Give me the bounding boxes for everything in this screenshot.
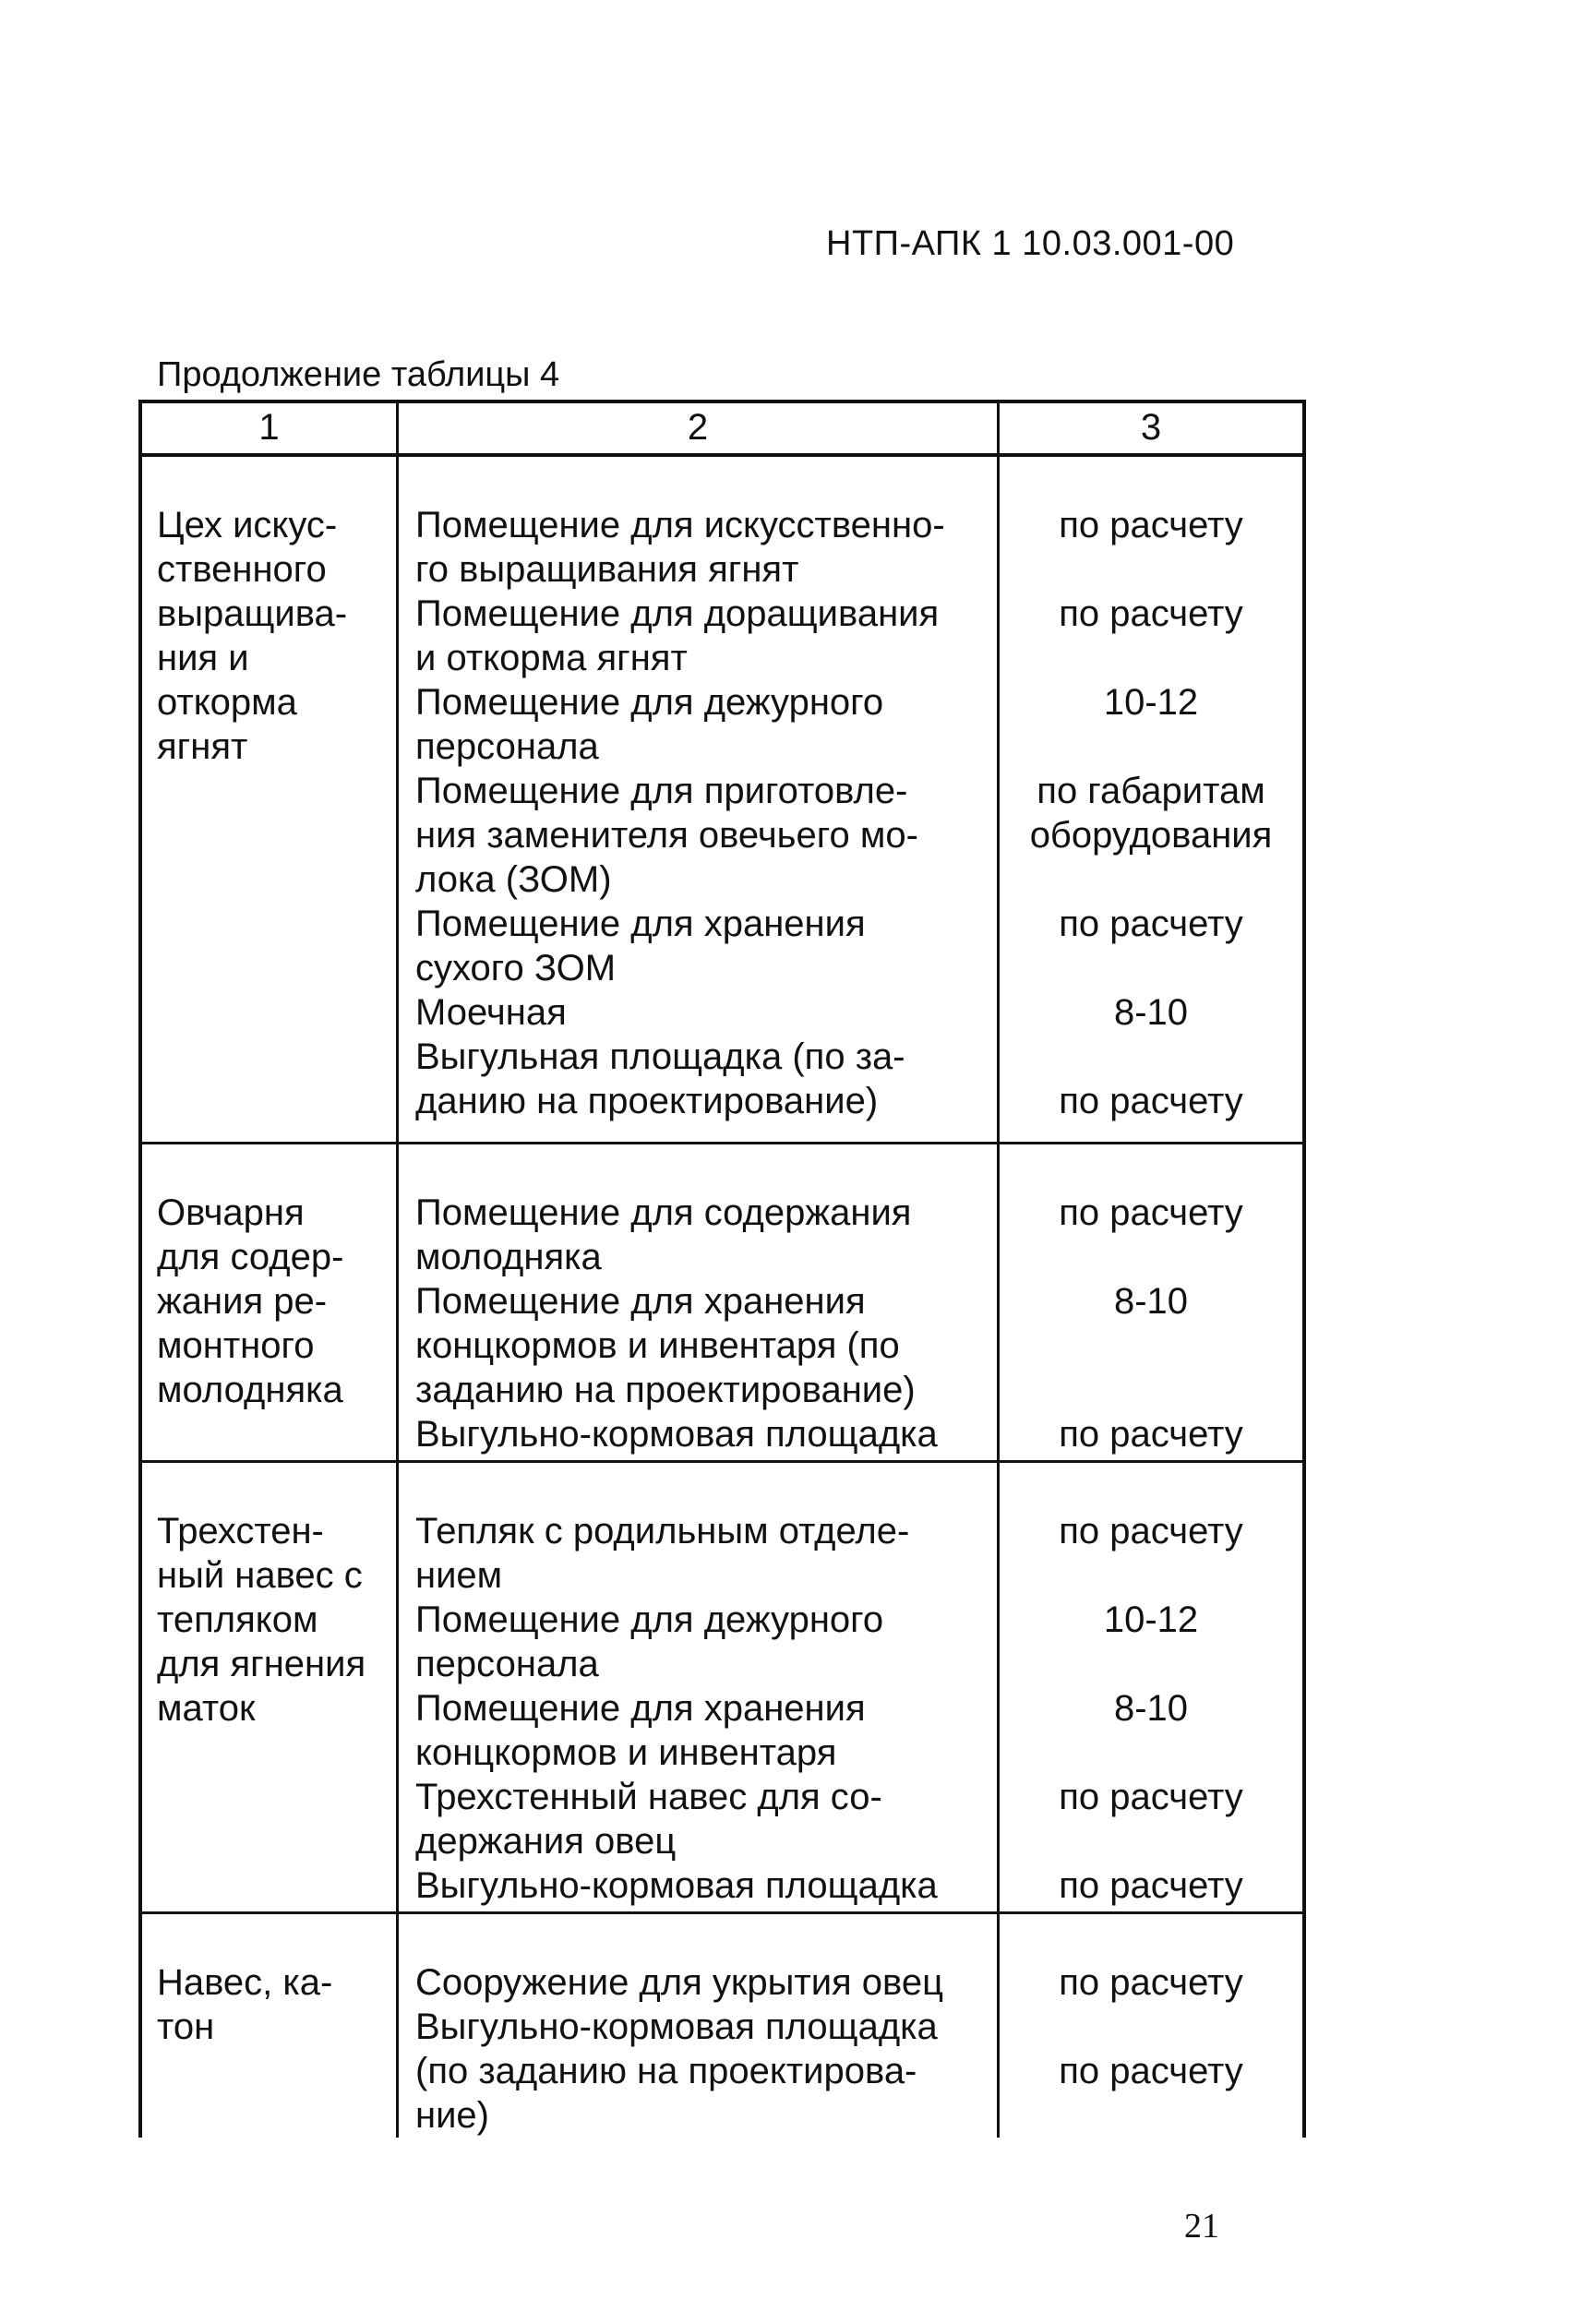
premises-line: Моечная <box>415 992 567 1033</box>
area-value: по расчету <box>1059 2051 1243 2091</box>
area-spacer <box>1000 1324 1302 1368</box>
table-header-row <box>138 400 1306 457</box>
area-value: 10-12 <box>1103 1599 1199 1640</box>
premises-line: Выгульно-кормовая площадка <box>415 1865 938 1906</box>
area-value: 10-12 <box>1103 682 1199 723</box>
premises-line: го выращивания ягнят <box>415 549 799 590</box>
area-value: по расчету <box>1059 904 1243 944</box>
requirements-table <box>138 400 1306 2138</box>
group-name-line: тепляком <box>157 1599 318 1640</box>
premises-line: Помещение для хранения <box>415 1688 866 1729</box>
area-spacer <box>1000 636 1302 680</box>
premises-line: ние) <box>415 2095 489 2136</box>
area-spacer <box>1000 946 1302 990</box>
group-name-cell <box>142 1144 399 1460</box>
premises-line: концкормов и инвентаря <box>415 1732 837 1773</box>
premises-line: Помещение для содержания <box>415 1192 912 1233</box>
table-group-row <box>138 1463 1306 1914</box>
column-header-1: 1 <box>142 403 399 453</box>
group-name-line: маток <box>157 1688 256 1729</box>
area-value: 8-10 <box>1113 1281 1189 1322</box>
premises-line: держания овец <box>415 1821 677 1862</box>
group-name-line: ягнят <box>157 726 248 767</box>
area-value: по расчету <box>1059 1962 1243 2003</box>
premises-line: Выгульная площадка (по за- <box>415 1036 905 1077</box>
table-caption: Продолжение таблицы 4 <box>157 355 560 394</box>
area-spacer <box>1000 1819 1302 1863</box>
area-value: 8-10 <box>1113 992 1189 1033</box>
area-cell <box>1000 1914 1302 2138</box>
group-name-line: Трехстен- <box>157 1511 324 1551</box>
premises-line: ния заменителя овечьего мо- <box>415 815 918 856</box>
premises-line: заданию на проектирование) <box>415 1370 916 1410</box>
premises-line: Помещение для доращивания <box>415 593 940 634</box>
area-value <box>1000 1035 1302 1079</box>
group-name-line: жания ре- <box>157 1281 328 1322</box>
area-value: по расчету <box>1059 1192 1243 1233</box>
group-name-cell <box>142 1914 399 2138</box>
group-name-line: молодняка <box>157 1370 343 1410</box>
group-name-line: выращива- <box>157 593 348 634</box>
column-header-3: 3 <box>1140 407 1162 448</box>
table-group-row <box>138 457 1306 1144</box>
area-spacer <box>1000 1553 1302 1598</box>
group-name-cell <box>142 1463 399 1911</box>
premises-line: нием <box>415 1555 503 1596</box>
group-name-line: тон <box>157 2007 215 2047</box>
area-value: по расчету <box>1059 1511 1243 1551</box>
premises-cell <box>399 1144 1000 1460</box>
premises-line: Помещение для дежурного <box>415 682 884 723</box>
premises-line: Сооружение для укрытия овец <box>415 1962 944 2003</box>
area-value <box>1000 2005 1302 2049</box>
premises-line: Помещение для хранения <box>415 1281 866 1322</box>
area-spacer <box>1000 725 1302 769</box>
document-code: НТП-АПК 1 10.03.001-00 <box>826 224 1235 263</box>
area-spacer <box>1000 2093 1302 2138</box>
premises-line: данию на проектирование) <box>415 1081 879 1121</box>
area-value: по расчету <box>1059 1777 1243 1817</box>
table-group-row <box>138 1144 1306 1463</box>
area-value: по расчету <box>1059 505 1243 545</box>
page-number: 21 <box>1184 2207 1219 2246</box>
area-spacer <box>1000 1235 1302 1279</box>
premises-line: Помещение для приготовле- <box>415 771 908 811</box>
group-name-line: Цех искус- <box>157 505 338 545</box>
group-name-line: откорма <box>157 682 297 723</box>
premises-cell <box>399 1463 1000 1911</box>
area-value: 8-10 <box>1113 1688 1189 1729</box>
premises-line: молодняка <box>415 1237 602 1277</box>
area-value: оборудования <box>1029 815 1273 856</box>
area-cell <box>1000 1144 1302 1460</box>
premises-line: Трехстенный навес для со- <box>415 1777 882 1817</box>
area-spacer <box>1000 857 1302 902</box>
premises-cell <box>399 457 1000 1142</box>
premises-line: персонала <box>415 726 599 767</box>
group-name-line: Овчарня <box>157 1192 305 1233</box>
area-spacer <box>1000 547 1302 592</box>
premises-line: сухого ЗОМ <box>415 948 617 988</box>
group-name-line: монтного <box>157 1325 315 1366</box>
area-cell <box>1000 1463 1302 1911</box>
premises-line: (по заданию на проектирова- <box>415 2051 917 2091</box>
column-header-2: 2 <box>399 403 1000 453</box>
premises-line: Помещение для хранения <box>415 904 866 944</box>
premises-line: концкормов и инвентаря (по <box>415 1325 900 1366</box>
premises-line: Помещение для искусственно- <box>415 505 945 545</box>
area-spacer <box>1000 1642 1302 1686</box>
area-spacer <box>1000 1368 1302 1412</box>
area-value: по габаритам <box>1037 771 1265 811</box>
area-spacer <box>1000 1731 1302 1775</box>
group-name-line: ния и <box>157 638 249 678</box>
premises-line: лока (ЗОМ) <box>415 859 612 900</box>
area-value: по расчету <box>1059 1414 1243 1455</box>
premises-line: Выгульно-кормовая площадка <box>415 1414 938 1455</box>
table-body <box>138 457 1306 2138</box>
premises-line: персонала <box>415 1644 599 1684</box>
group-name-line: Навес, ка- <box>157 1962 333 2003</box>
area-cell <box>1000 457 1302 1142</box>
area-value: по расчету <box>1059 593 1243 634</box>
premises-line: Тепляк с родильным отделе- <box>415 1511 910 1551</box>
area-value: по расчету <box>1059 1081 1243 1121</box>
area-value: по расчету <box>1059 1865 1243 1906</box>
premises-line: Помещение для дежурного <box>415 1599 884 1640</box>
premises-line: Выгульно-кормовая площадка <box>415 2007 938 2047</box>
group-name-line: ственного <box>157 549 327 590</box>
group-name-line: ный навес с <box>157 1555 363 1596</box>
premises-line: и откорма ягнят <box>415 638 688 678</box>
table-group-row <box>138 1914 1306 2138</box>
premises-cell <box>399 1914 1000 2138</box>
group-name-line: для содер- <box>157 1237 344 1277</box>
group-name-line: для ягнения <box>157 1644 366 1684</box>
group-name-cell <box>142 457 399 1142</box>
